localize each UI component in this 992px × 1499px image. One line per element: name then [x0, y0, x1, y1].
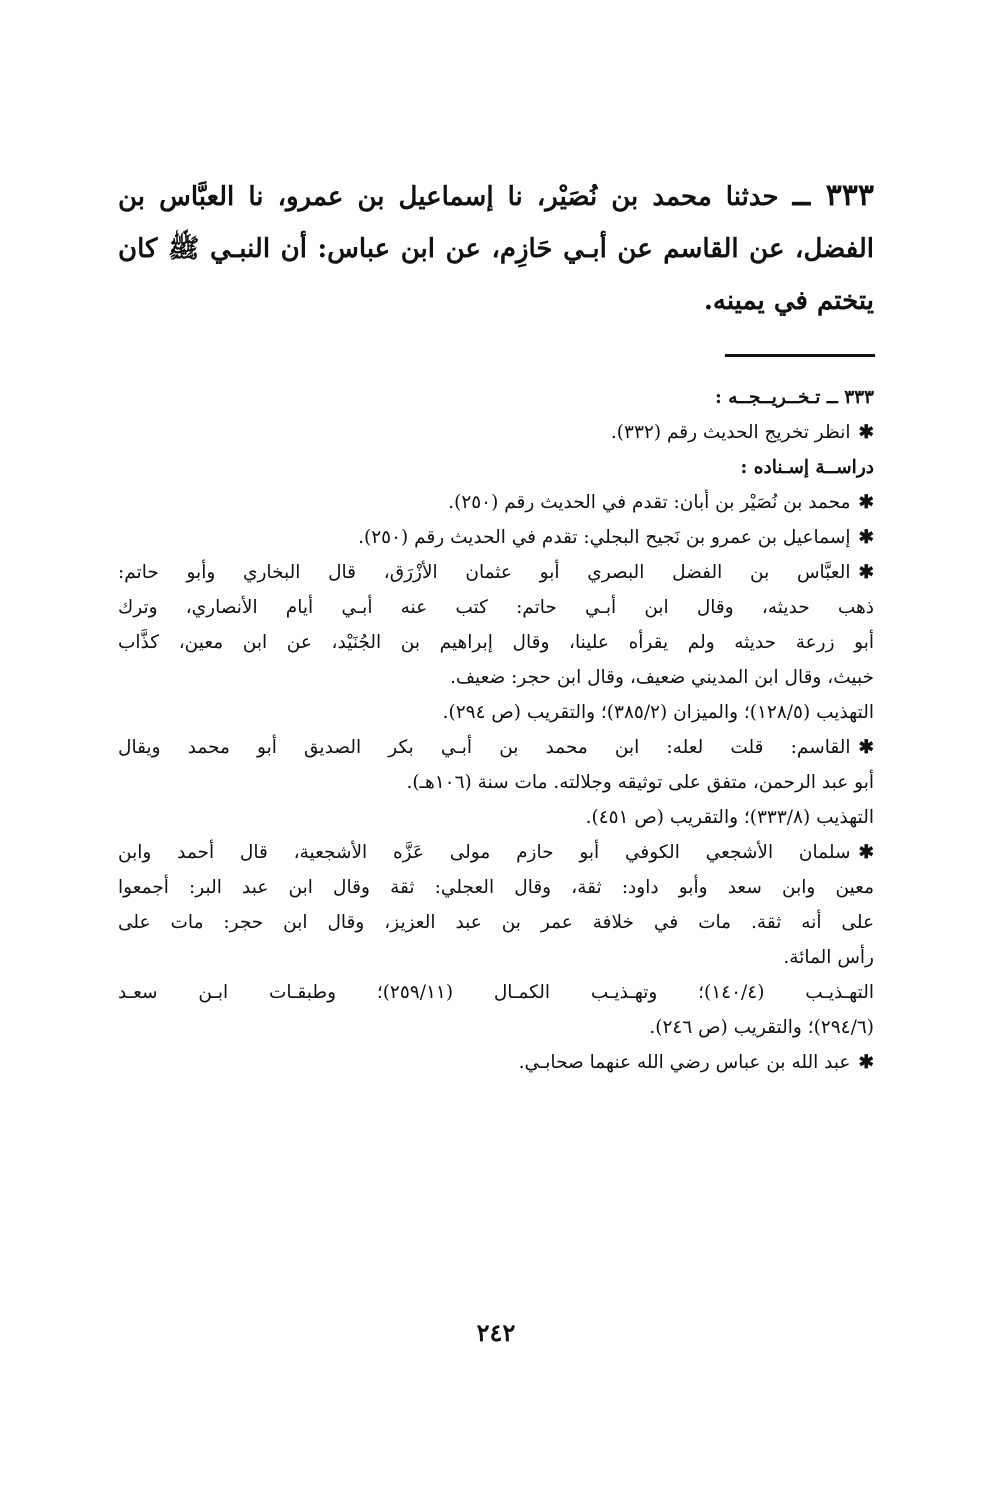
reference-line: التهذيب (١٢٨/٥)؛ والميزان (٣٨٥/٢)؛ والتقريب (ص ٢٩٤).	[442, 702, 874, 723]
bullet-icon: ✱	[858, 422, 874, 443]
note-text: العبَّاس بن الفضل البصري أبو عثمان الأزْرَق، قال البخاري وأبو حاتم:	[118, 562, 851, 583]
footnotes-section	[118, 380, 874, 1080]
note-line: رأس المائة.	[783, 947, 874, 968]
list-item	[118, 1045, 874, 1080]
note-text: عبد الله بن عباس رضي الله عنهما صحابـي.	[518, 1052, 851, 1073]
footnote-divider	[725, 354, 875, 357]
note-line: أبو عبد الرحمن، متفق على توثيقه وجلالته. مات سنة (١٠٦هـ).	[406, 772, 874, 793]
list-item	[118, 730, 874, 765]
list-item	[118, 835, 874, 870]
bullet-icon: ✱	[858, 527, 874, 548]
takhrij-heading: ٣٣٣ ــ تـخــريــجــه :	[714, 387, 874, 408]
note-line: خبيث، وقال ابن المديني ضعيف، وقال ابن حجر: ضعيف.	[450, 667, 874, 688]
note-line: أبو زرعة حديثه ولم يقرأه علينا، وقال إبراهيم بن الجُنَيْد، عن ابن معين، كذَّاب	[118, 632, 874, 653]
list-item	[118, 485, 874, 520]
bullet-icon: ✱	[858, 562, 874, 583]
page-number: ٢٤٢	[476, 1318, 516, 1347]
reference-line: التهذيب (٣٣٣/٨)؛ والتقريب (ص ٤٥١).	[585, 807, 874, 828]
note-text: انظر تخريج الحديث رقم (٣٣٢).	[610, 422, 851, 443]
dirasa-heading: دراســة إسـناده :	[740, 457, 874, 478]
note-line: على أنه ثقة. مات في خلافة عمر بن عبد العزيز، وقال ابن حجر: مات على	[118, 912, 874, 933]
reference-line: التهـذيـب (١٤٠/٤)؛ وتهـذيـب الكمـال (٢٥٩/١١)؛ وطبقـات ابـن سعـد	[118, 982, 874, 1003]
list-item	[118, 555, 874, 590]
reference-line: (٢٩٤/٦)؛ والتقريب (ص ٢٤٦).	[649, 1017, 874, 1038]
hadith-text-block	[118, 170, 874, 327]
note-text: إسماعيل بن عمرو بن نَجيح البجلي: تقدم في الحديث رقم (٢٥٠).	[358, 527, 851, 548]
note-line: ذهب حديثه، وقال ابن أبـي حاتم: كتب عنه أبـي أيام الأنصاري، وترك	[118, 597, 874, 618]
hadith-number: ٣٣٣ ــ	[792, 178, 874, 213]
note-text: سلمان الأشجعي الكوفي أبو حازم مولى عَزَّه الأشجعية، قال أحمد وابن	[118, 842, 851, 863]
bullet-icon: ✱	[858, 842, 874, 863]
list-item	[118, 415, 874, 450]
list-item	[118, 520, 874, 555]
bullet-icon: ✱	[858, 1052, 874, 1073]
note-text: محمد بن نُصَيْر بن أبان: تقدم في الحديث رقم (٢٥٠).	[448, 492, 851, 513]
hadith-text: حدثنا محمد بن نُصَيْر، نا إسماعيل بن عمرو، نا العبَّاس بن الفضل، عن القاسم عن أبـي حَازِم، عن ابن عباس: أن النبـي ﷺ كان يتختم في يمينه.	[118, 182, 874, 316]
note-line: معين وابن سعد وأبو داود: ثقة، وقال العجلي: ثقة وقال ابن عبد البر: أجمعوا	[118, 877, 874, 898]
bullet-icon: ✱	[858, 492, 874, 513]
note-text: القاسم: قلت لعله: ابن محمد بن أبـي بكر الصديق أبو محمد ويقال	[118, 737, 851, 758]
bullet-icon: ✱	[858, 737, 874, 758]
